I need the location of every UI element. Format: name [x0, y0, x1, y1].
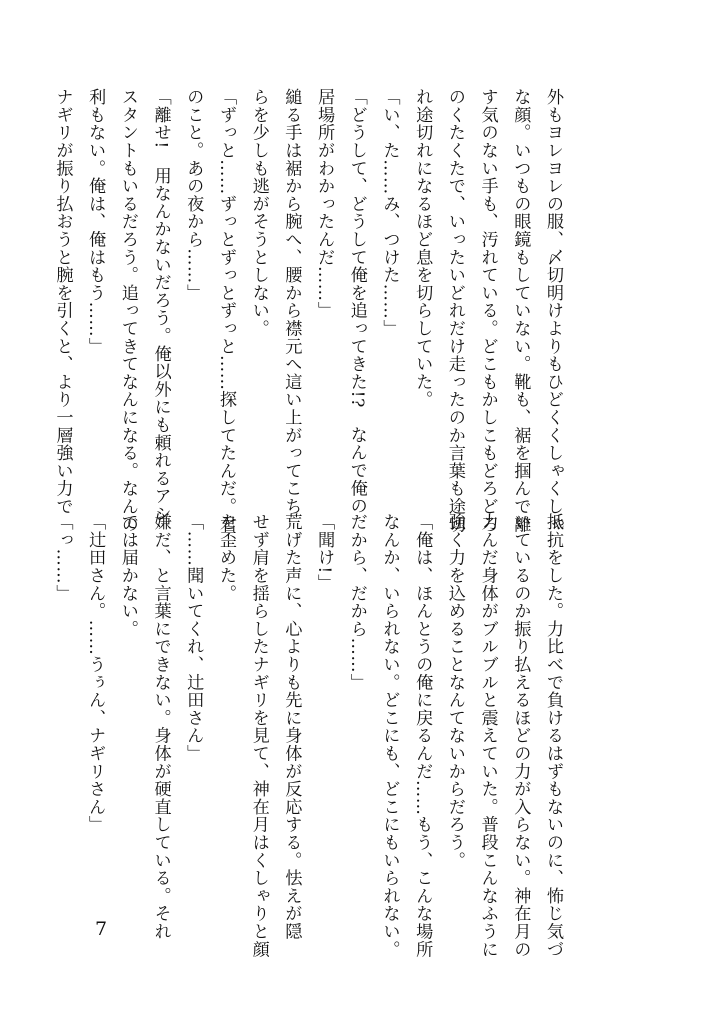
text-line: 「……聞いてくれ、辻田さん」 [183, 513, 204, 763]
text-line: いているのか振り払えるほどの力が入らない。神在月の [510, 513, 531, 958]
text-line: 「い、た……み、つけた……」 [379, 88, 400, 338]
text-line: ナギリが振り払おうと腕を引くと、より一層強い力で [52, 88, 73, 516]
text-line: 外もヨレヨレの服、〆切明けよりもひどくくしゃくしゃ [543, 88, 563, 533]
text-line: 「どうして、どうして俺を追ってきた!? なんで俺の [346, 88, 367, 515]
text-line: だから、だから……」 [346, 513, 367, 691]
text-line: 利もない。俺は、俺はもう……」 [85, 88, 106, 355]
text-line: 強く力を込めることなんてないからだろう。 [444, 513, 465, 869]
text-line: 「離せ! 用なんかないだろう。俺以外にも頼れるアシ [150, 88, 171, 523]
lower-text-block [46, 513, 569, 958]
text-line: 「聞け!」 [314, 513, 335, 592]
text-line: なんか、いられない。どこにも、どこにもいられない。 [379, 513, 400, 958]
text-line: 嫌だ、と言葉にできない。身体が硬直している。それ [150, 513, 171, 941]
text-line: 居場所がわかったんだ……」 [314, 88, 335, 320]
page-number: 7 [95, 918, 108, 940]
text-line: のこと。あの夜から……」 [183, 88, 204, 302]
text-line: 「俺は、ほんとうの俺に戻るんだ……もう、こんな場所 [412, 513, 433, 958]
text-line: 力んだ身体がブルブルと震えていた。普段こんなふうに [477, 513, 498, 958]
text-line: 縋る手は裾から腕へ、腰から襟元へ這い上がってこち [281, 88, 302, 516]
text-line: のくたくたで、いったいどれだけ走ったのか言葉も途切 [444, 88, 465, 533]
upper-text-block [46, 88, 569, 533]
text-line: 抵抗をした。力比べで負けるはずもないのに、怖じ気づ [543, 513, 563, 958]
text-line: では届かない。 [117, 513, 138, 638]
text-line: せず肩を揺らしたナギリを見て、神在月はくしゃりと顔 [248, 513, 269, 958]
text-line: す気のない手も、汚れている。どこもかしこもどろどろ [477, 88, 498, 533]
text-line: な顔。いつもの眼鏡もしていない。靴も、裾を掴んで離 [510, 88, 531, 533]
text-line: らを少しも逃がそうとしない。 [248, 88, 269, 338]
text-line: 「っ……」 [52, 513, 73, 602]
text-line: 荒げた声に、心よりも先に身体が反応する。怯えが隠 [281, 513, 302, 941]
text-line: 「ずっと……ずっとずっとずっと……探してたんだ。君 [215, 88, 236, 533]
text-line: スタントもいるだろう。追ってきてなんになる。なんの [117, 88, 138, 533]
text-line: 「辻田さん。……うぅん、ナギリさん」 [85, 513, 106, 834]
text-line: れ途切れになるほど息を切らしていた。 [412, 88, 433, 409]
text-line: を歪めた。 [215, 513, 236, 602]
